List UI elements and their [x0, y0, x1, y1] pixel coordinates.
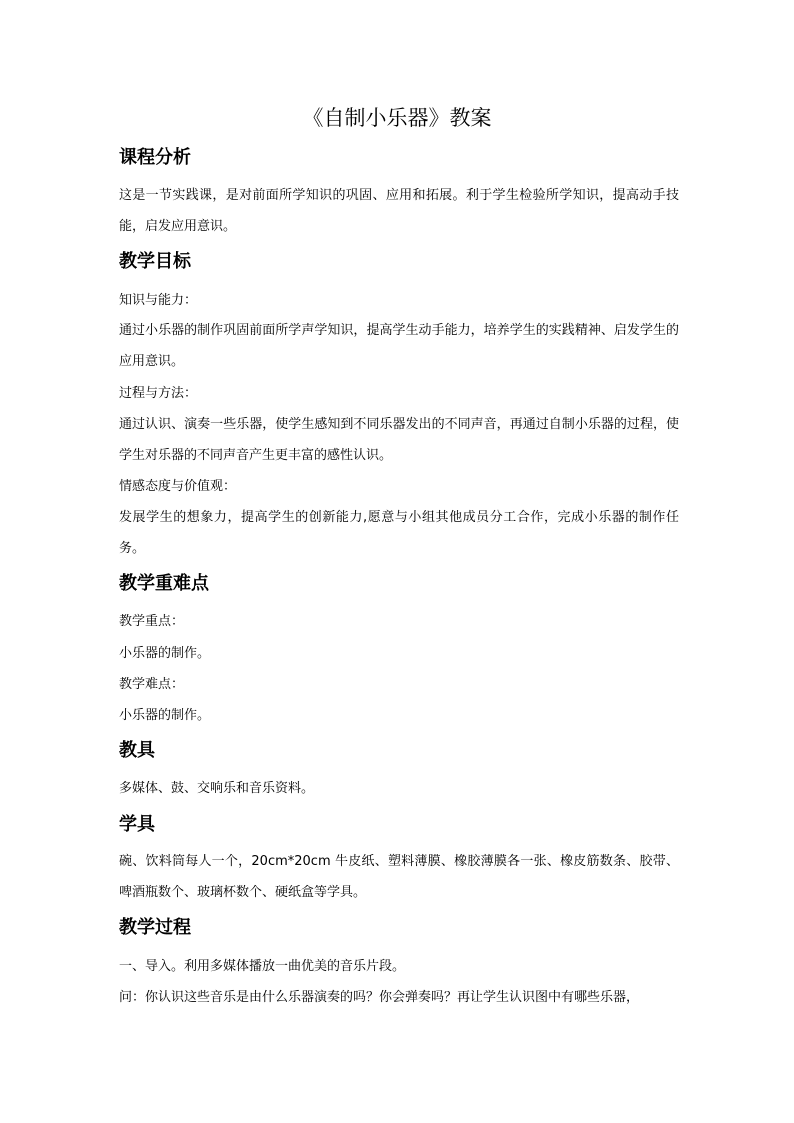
teaching-aids-text: 多媒体、鼓、交响乐和音乐资料。 [119, 781, 315, 796]
key-point-text: 小乐器的制作。 [119, 646, 211, 661]
process-method-label: 过程与方法： [119, 386, 198, 401]
difficult-point-text: 小乐器的制作。 [119, 708, 211, 723]
document-title: 《自制小乐器》教案 [302, 106, 492, 130]
knowledge-ability-paragraph: 通过小乐器的制作巩固前面所学声学知识，提高学生动手能力，培养学生的实践精神、启发学生的应用意识。 [119, 323, 679, 369]
teaching-process-step-1: 一、导入。利用多媒体播放一曲优美的音乐片段。 [119, 959, 406, 974]
difficult-point-label: 教学难点： [119, 677, 185, 692]
process-method-paragraph: 通过认识、演奏一些乐器，使学生感知到不同乐器发出的不同声音，再通过自制小乐器的过程，使学生对乐器的不同声音产生更丰富的感性认识。 [119, 417, 679, 463]
student-tools-paragraph: 碗、饮料筒每人一个，20cm*20cm 牛皮纸、塑料薄膜、橡胶薄膜各一张、橡皮筋数条、胶带、啤酒瓶数个、玻璃杯数个、硬纸盒等学具。 [119, 854, 679, 900]
heading-course-analysis: 课程分析 [119, 147, 191, 168]
course-analysis-paragraph: 这是一节实践课，是对前面所学知识的巩固、应用和拓展。利于学生检验所学知识，提高动手技能，启发应用意识。 [119, 188, 679, 234]
knowledge-ability-label: 知识与能力： [119, 293, 198, 308]
key-point-label: 教学重点： [119, 614, 185, 629]
heading-key-difficult-points: 教学重难点 [119, 573, 209, 594]
attitude-values-paragraph: 发展学生的想象力，提高学生的创新能力,愿意与小组其他成员分工合作，完成小乐器的制作任务。 [119, 510, 679, 556]
teaching-process-question: 问：你认识这些音乐是由什么乐器演奏的吗？你会弹奏吗？再让学生认识图中有哪些乐器， [119, 990, 640, 1005]
heading-teaching-goals: 教学目标 [119, 251, 191, 272]
heading-student-tools: 学具 [119, 814, 155, 835]
heading-teaching-aids: 教具 [119, 740, 155, 761]
heading-teaching-process: 教学过程 [119, 917, 191, 938]
attitude-values-label: 情感态度与价值观： [119, 479, 237, 494]
